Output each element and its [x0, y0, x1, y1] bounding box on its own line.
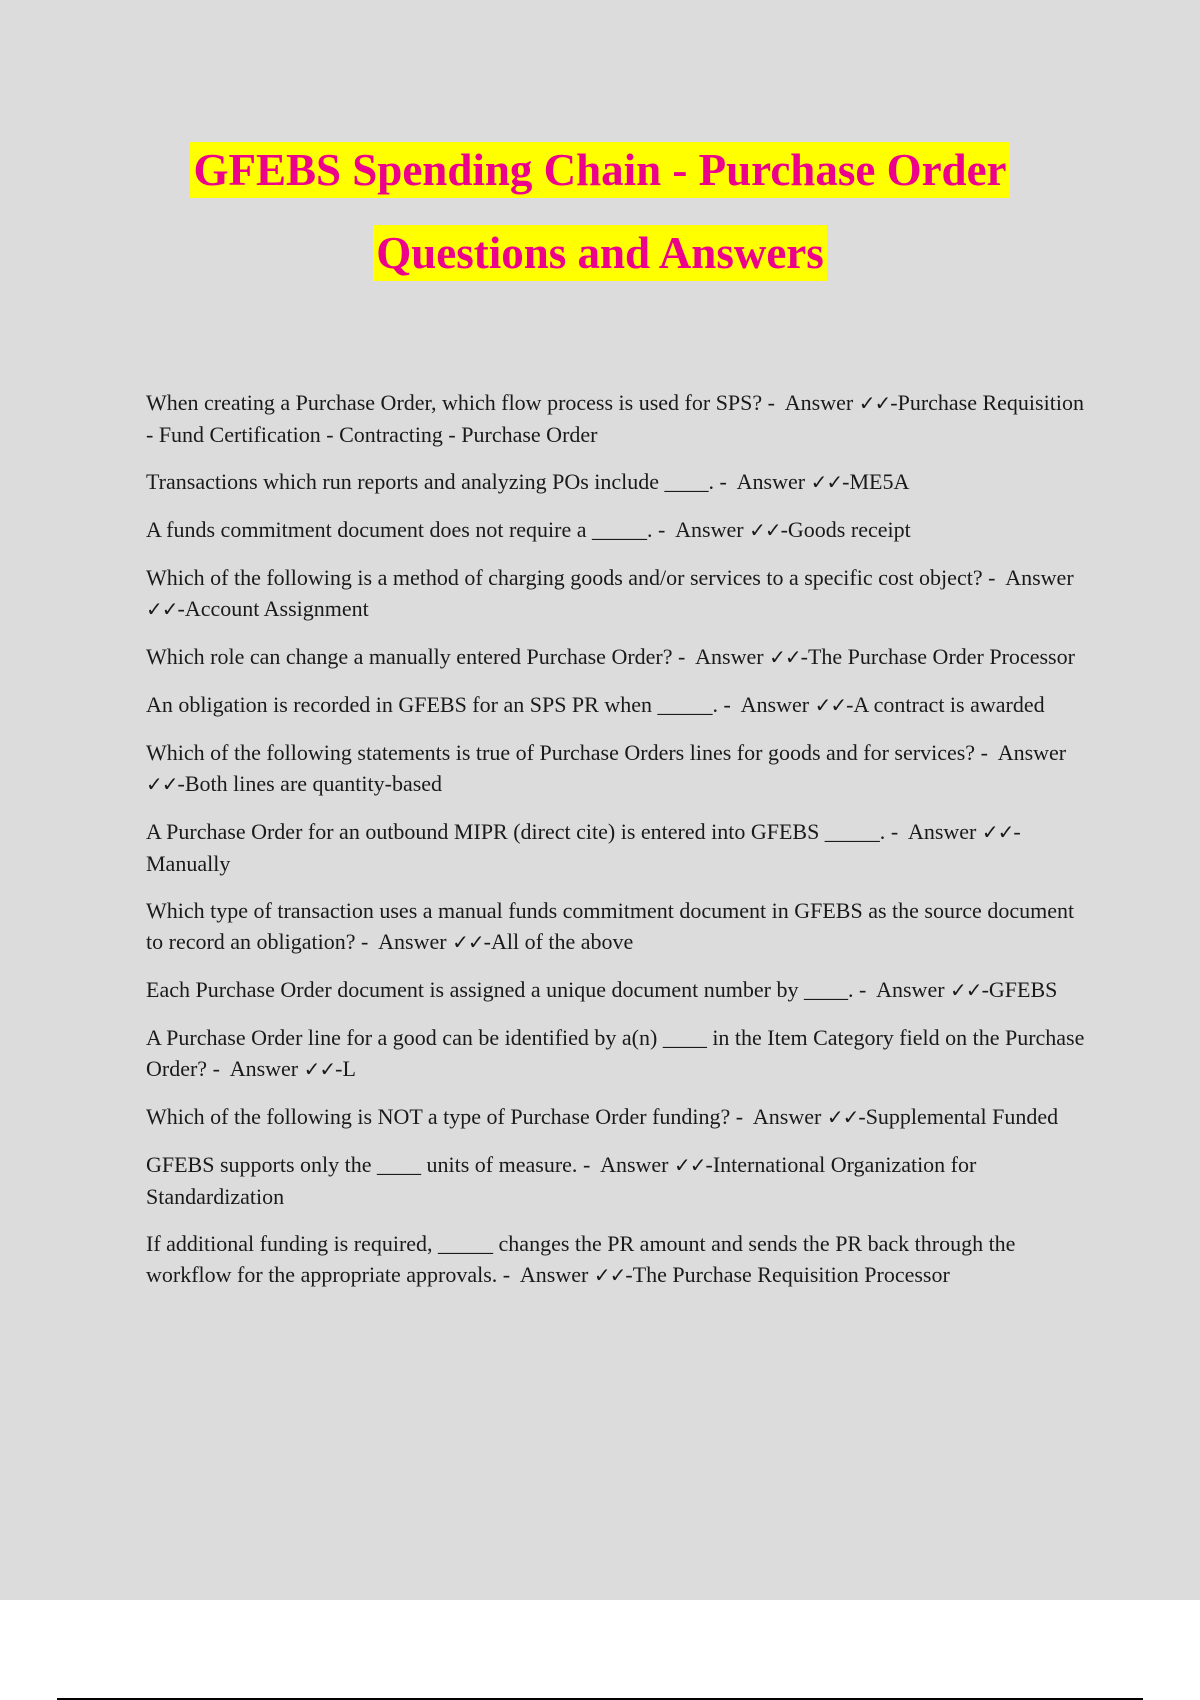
qa-item: [146, 1101, 1088, 1133]
separator: -: [678, 644, 686, 669]
separator: -: [723, 692, 731, 717]
answer-dash: -: [483, 929, 491, 954]
separator: -: [858, 977, 867, 1002]
check-mark-icon: ✓✓: [146, 597, 178, 621]
check-mark-icon: ✓✓: [303, 1057, 336, 1081]
check-mark-icon: ✓✓: [826, 1105, 859, 1129]
answer-dash: -: [177, 596, 185, 621]
separator: -: [582, 1152, 591, 1177]
answer-text: ME5A: [849, 469, 910, 494]
answer-label: Answer: [740, 692, 810, 717]
qa-item: [146, 1022, 1088, 1085]
qa-item: [146, 1149, 1088, 1212]
answer-dash: -: [1013, 819, 1021, 844]
check-mark-icon: ✓✓: [146, 772, 178, 796]
answer-dash: -: [981, 977, 989, 1002]
answer-text: International Organization for Standardization: [146, 1152, 977, 1209]
answer-label: Answer: [997, 740, 1067, 765]
answer-text: Goods receipt: [787, 517, 911, 542]
question-text: Which of the following is a method of charging goods and/or services to a specific cost object?: [146, 565, 983, 590]
answer-label: Answer: [736, 469, 806, 494]
answer-label: Answer: [229, 1056, 299, 1081]
answer-label: Answer: [752, 1104, 822, 1129]
answer-label: Answer: [907, 819, 977, 844]
question-text: Each Purchase Order document is assigned a unique document number by ____.: [146, 977, 854, 1002]
question-text: A funds commitment document does not require a _____.: [146, 517, 653, 542]
qa-item: [146, 466, 1088, 498]
answer-dash: -: [846, 692, 854, 717]
question-text: Which role can change a manually entered Purchase Order?: [146, 644, 673, 669]
question-text: Transactions which run reports and analyzing POs include ____.: [146, 469, 715, 494]
qa-item: [146, 816, 1088, 879]
qa-item: [146, 387, 1088, 450]
qa-item: [146, 514, 1088, 546]
answer-label: Answer: [876, 977, 945, 1002]
separator: -: [212, 1056, 220, 1081]
answer-text: The Purchase Order Processor: [807, 644, 1075, 669]
check-mark-icon: ✓✓: [950, 978, 982, 1002]
answer-dash: -: [177, 771, 185, 796]
answer-text: GFEBS: [988, 977, 1058, 1002]
answer-text: Manually: [146, 851, 231, 876]
answer-dash: -: [890, 390, 898, 415]
document-title: [0, 142, 1200, 308]
separator: -: [658, 517, 666, 542]
check-mark-icon: ✓✓: [858, 391, 891, 415]
answer-text: Purchase Requisition - Fund Certification - Contracting - Purchase Order: [146, 390, 1084, 447]
answer-label: Answer: [695, 644, 764, 669]
qa-item: [146, 1228, 1088, 1291]
check-mark-icon: ✓✓: [749, 518, 781, 542]
check-mark-icon: ✓✓: [981, 820, 1014, 844]
question-text: A Purchase Order line for a good can be identified by a(n) ____ in the Item Category field on the Purchase Order?: [146, 1025, 1085, 1081]
question-text: GFEBS supports only the ____ units of measure.: [146, 1152, 578, 1177]
check-mark-icon: ✓✓: [674, 1153, 706, 1177]
qa-item: [146, 737, 1088, 800]
question-text: If additional funding is required, _____ changes the PR amount and sends the PR back through the workflow for the appropriate approvals.: [146, 1231, 1016, 1287]
answer-label: Answer: [1005, 565, 1074, 590]
answer-label: Answer: [600, 1152, 669, 1177]
check-mark-icon: ✓✓: [452, 930, 484, 954]
answer-text: Supplemental Funded: [865, 1104, 1059, 1129]
check-mark-icon: ✓✓: [593, 1263, 626, 1287]
title-line-2: Questions and Answers: [373, 225, 827, 281]
separator: -: [735, 1104, 744, 1129]
answer-dash: -: [842, 469, 850, 494]
separator: -: [890, 819, 899, 844]
separator: -: [719, 469, 727, 494]
answer-label: Answer: [784, 390, 854, 415]
separator: -: [502, 1262, 511, 1287]
answer-dash: -: [800, 644, 808, 669]
qa-item: [146, 641, 1088, 673]
answer-dash: -: [780, 517, 788, 542]
question-text: Which of the following statements is true of Purchase Orders lines for goods and for services?: [146, 740, 976, 765]
check-mark-icon: ✓✓: [769, 645, 801, 669]
answer-text: L: [342, 1056, 356, 1081]
answer-text: The Purchase Requisition Processor: [632, 1262, 950, 1287]
answer-label: Answer: [519, 1262, 589, 1287]
question-text: An obligation is recorded in GFEBS for an SPS PR when _____.: [146, 692, 718, 717]
title-line-1: GFEBS Spending Chain - Purchase Order: [190, 142, 1009, 198]
separator: -: [361, 929, 369, 954]
answer-dash: -: [625, 1262, 633, 1287]
qa-item: [146, 689, 1088, 721]
answer-text: Account Assignment: [184, 596, 369, 621]
qa-list: [146, 387, 1088, 1307]
qa-item: [146, 562, 1088, 625]
qa-item: [146, 974, 1088, 1006]
qa-item: [146, 895, 1088, 958]
question-text: When creating a Purchase Order, which flow process is used for SPS?: [146, 390, 763, 415]
separator: -: [767, 390, 775, 415]
answer-dash: -: [335, 1056, 343, 1081]
answer-text: All of the above: [490, 929, 634, 954]
check-mark-icon: ✓✓: [814, 693, 847, 717]
question-text: A Purchase Order for an outbound MIPR (direct cite) is entered into GFEBS _____.: [146, 819, 886, 844]
answer-dash: -: [858, 1104, 866, 1129]
question-text: Which of the following is NOT a type of Purchase Order funding?: [146, 1104, 731, 1129]
answer-dash: -: [705, 1152, 713, 1177]
check-mark-icon: ✓✓: [810, 470, 843, 494]
answer-label: Answer: [378, 929, 447, 954]
answer-text: A contract is awarded: [853, 692, 1045, 717]
separator: -: [980, 740, 988, 765]
answer-text: Both lines are quantity-based: [184, 771, 443, 796]
answer-label: Answer: [675, 517, 744, 542]
question-text: Which type of transaction uses a manual funds commitment document in GFEBS as the source document to record an obligation?: [146, 898, 1075, 954]
separator: -: [988, 565, 996, 590]
